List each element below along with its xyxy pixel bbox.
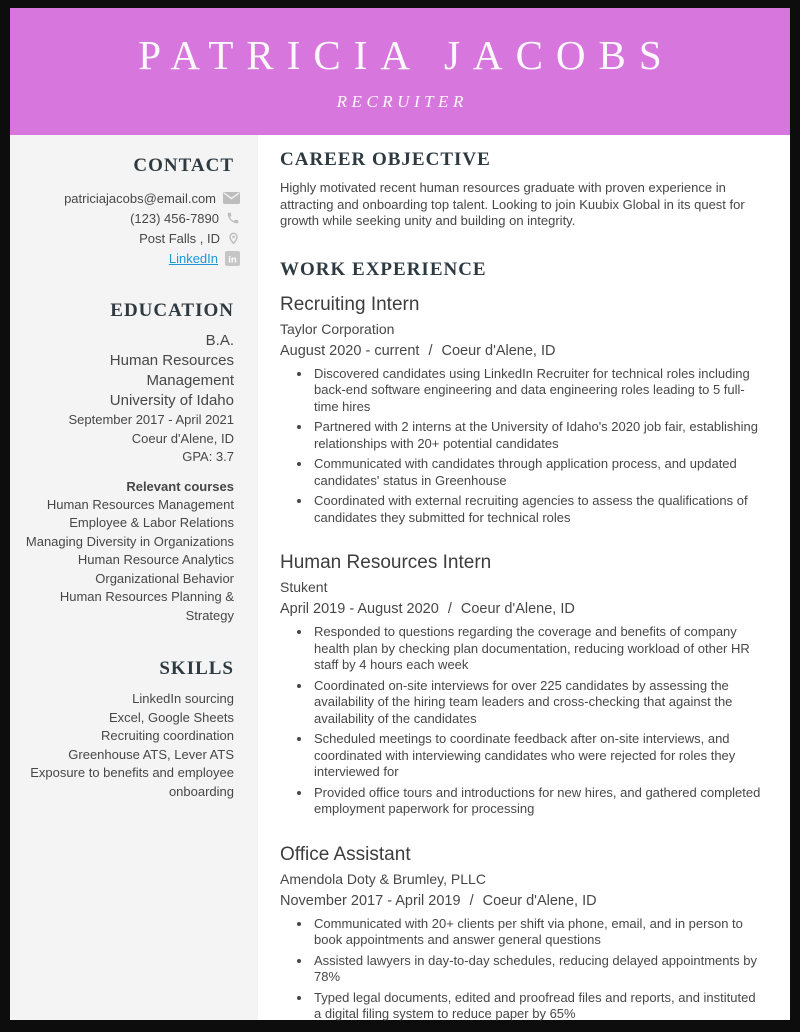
location-pin-icon [227,231,240,246]
job-entry [280,551,762,818]
job-entry [280,843,762,1023]
education-school: University of Idaho [109,392,234,409]
contact-email-row [22,188,240,208]
relevant-courses-label: Relevant courses [126,478,234,494]
job-dates: August 2020 - current [280,342,420,359]
bullet-item: • Discovered candidates using LinkedIn Recruiter for technical roles including back-end software engineering and data engineering roles leading to 5 full-time hires [312,366,762,416]
job-bullets [280,624,762,818]
job-bullets [280,366,762,527]
bullet-item: • Coordinated with external recruiting agencies to assess the qualifications of candidates they submitted for technical roles [312,493,762,526]
work-experience-section [280,259,762,1023]
job-entry [280,293,762,527]
education-degree: B.A. [205,332,234,349]
bullet-item: • Communicated with 20+ clients per shift via phone, email, and in person to book appointments and answer general questions [312,916,762,949]
job-dates: April 2019 - August 2020 [280,601,439,617]
work-experience-heading: WORK EXPERIENCE [280,258,487,280]
bullet-item: • Scheduled meetings to coordinate feedback after on-site interviews, and coordinated with interviewing candidates who were rejected for roles they interviewed for [312,731,762,781]
course-item: Employee & Labor Relations [69,515,234,530]
svg-text:in: in [228,254,237,265]
education-dates: September 2017 - April 2021 [68,412,234,427]
date-separator: / [428,342,433,359]
skill-item: Exposure to benefits and employee onboarding [30,765,234,799]
main-content [258,135,790,1020]
course-item: Human Resources Management [46,496,234,512]
career-objective-section [280,149,762,230]
skill-item: Excel, Google Sheets [108,709,234,725]
phone-icon [226,211,240,225]
job-dates: November 2017 - April 2019 [280,892,461,909]
skill-item: LinkedIn sourcing [132,691,234,706]
job-meta [280,892,762,910]
contact-location-row [22,228,240,248]
date-separator: / [447,601,452,617]
job-meta [280,600,762,618]
date-separator: / [469,892,474,909]
contact-phone-row [22,208,240,228]
candidate-title: RECRUITER [336,92,468,111]
job-title: Recruiting Intern [280,293,420,315]
job-title: Office Assistant [280,843,411,865]
contact-heading: CONTACT [133,155,234,176]
job-title: Human Resources Intern [280,552,492,573]
bullet-item: • Assisted lawyers in day-to-day schedules, reducing delayed appointments by 78% [312,953,762,986]
course-item: Human Resource Analytics [77,552,234,567]
bullet-item: • Communicated with candidates through application process, and updated candidates' status in Greenhouse [312,456,762,489]
contact-location: Post Falls , ID [139,230,220,246]
education-heading: EDUCATION [110,300,234,321]
bullet-item: • Typed legal documents, edited and proofread files and reports, and instituted a digital filing system to reduce paper by 65% [312,990,762,1023]
career-objective-text: Highly motivated recent human resources graduate with proven experience in attracting and onboarding top talent. Looking to join Kuubix Global in its quest for growth while seeking unity and building on integrity. [280,180,745,228]
bullet-item: • Provided office tours and introductions for new hires, and gathered completed employment paperwork for processing [312,785,762,818]
courses-list [22,496,234,626]
job-location: Coeur d'Alene, ID [460,601,575,617]
course-item: Human Resources Planning & Strategy [59,589,234,623]
education-field: Human Resources Management [109,352,234,389]
course-item: Managing Diversity in Organizations [25,533,234,549]
contact-section [22,155,237,268]
job-company: Stukent [280,579,328,595]
skill-item: Recruiting coordination [101,728,234,743]
education-section [22,300,234,625]
job-bullets [280,916,762,1023]
envelope-icon [223,192,240,204]
contact-email: patriciajacobs@email.com [64,190,216,206]
bullet-item: • Coordinated on-site interviews for over 225 candidates by assessing the availability of the hiring team leaders and cross-checking that against the availability of the candidates [312,678,762,728]
linkedin-icon [225,251,240,266]
sidebar [10,135,258,1020]
contact-linkedin-row [22,248,240,268]
education-location: Coeur d'Alene, ID [131,430,234,446]
career-objective-heading: CAREER OBJECTIVE [280,149,491,170]
linkedin-link[interactable]: LinkedIn [168,250,218,266]
job-location: Coeur d'Alene, ID [482,892,597,909]
resume-page [10,8,790,1020]
skill-item: Greenhouse ATS, Lever ATS [68,746,234,762]
course-item: Organizational Behavior [95,570,234,586]
job-company: Amendola Doty & Brumley, PLLC [280,870,486,887]
job-company: Taylor Corporation [280,320,395,337]
job-location: Coeur d'Alene, ID [441,342,556,359]
skills-section [22,658,234,801]
education-gpa: GPA: 3.7 [182,449,234,464]
contact-phone: (123) 456-7890 [130,210,219,226]
bullet-item: • Responded to questions regarding the coverage and benefits of company health plan by checking plan documentation, reducing workload of other HR staff by 4 hours each week [312,624,762,674]
skills-heading: SKILLS [159,658,234,679]
job-meta [280,342,762,360]
candidate-name: PATRICIA JACOBS [138,32,675,78]
bullet-item: • Partnered with 2 interns at the University of Idaho's 2020 job fair, establishing relationships with 20+ potential candidates [312,419,762,452]
header-banner [10,8,790,135]
skills-list [22,690,234,801]
